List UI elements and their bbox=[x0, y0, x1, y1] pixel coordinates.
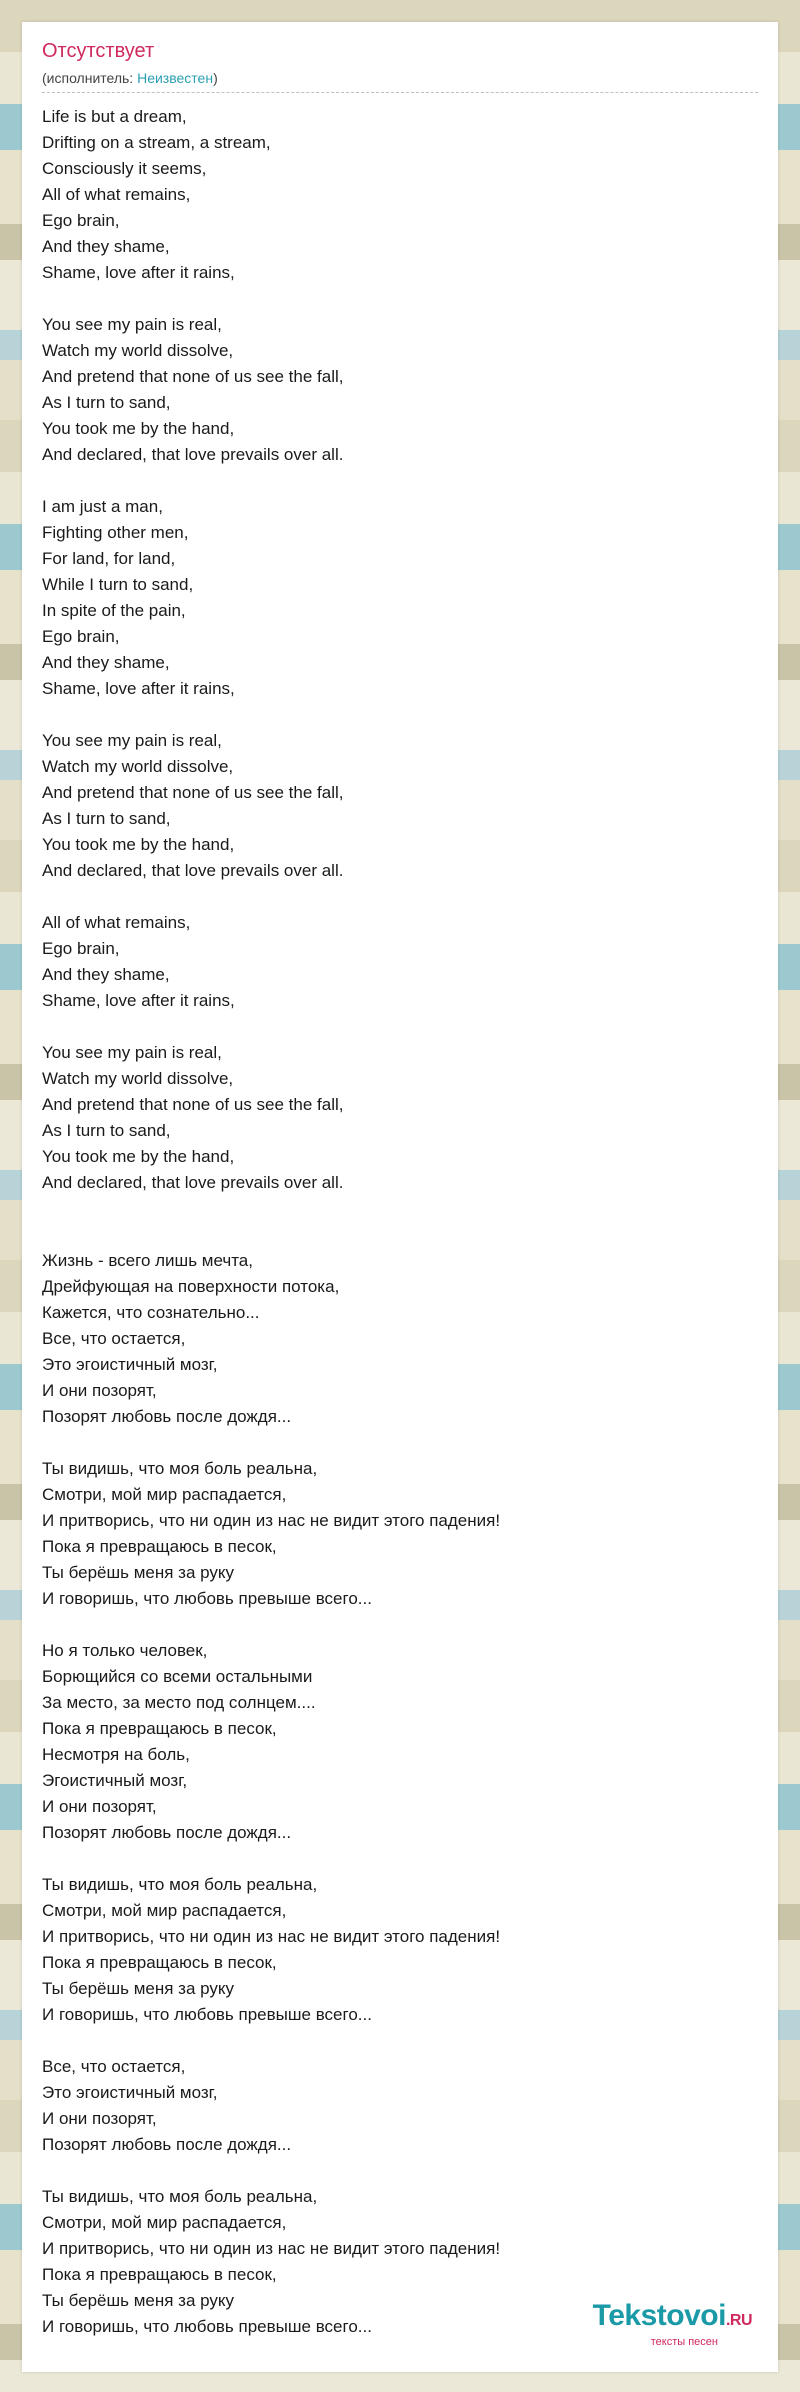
lyric-line: In spite of the pain, bbox=[42, 601, 186, 620]
lyric-line: Пока я превращаюсь в песок, bbox=[42, 1537, 277, 1556]
stanza-gap bbox=[42, 1846, 758, 1872]
lyric-line: И они позорят, bbox=[42, 1381, 157, 1400]
lyric-line: Несмотря на боль, bbox=[42, 1745, 190, 1764]
lyric-line: You see my pain is real, bbox=[42, 315, 222, 334]
lyric-line: Ты видишь, что моя боль реальна, bbox=[42, 2187, 318, 2206]
stanza-gap bbox=[42, 1430, 758, 1456]
lyric-line: Смотри, мой мир распадается, bbox=[42, 2213, 287, 2232]
lyric-line: Все, что остается, bbox=[42, 1329, 186, 1348]
lyric-line: And declared, that love prevails over all. bbox=[42, 445, 344, 464]
lyric-line: Жизнь - всего лишь мечта, bbox=[42, 1251, 253, 1270]
stanza-gap bbox=[42, 884, 758, 910]
lyric-line: Дрейфующая на поверхности потока, bbox=[42, 1277, 340, 1296]
lyric-line: Позорят любовь после дождя... bbox=[42, 1407, 292, 1426]
lyric-line: И говоришь, что любовь превыше всего... bbox=[42, 2317, 372, 2336]
lyric-line: You see my pain is real, bbox=[42, 731, 222, 750]
lyric-line: For land, for land, bbox=[42, 549, 176, 568]
lyric-line: As I turn to sand, bbox=[42, 393, 171, 412]
stanza-gap bbox=[42, 286, 758, 312]
stanza-gap bbox=[42, 1612, 758, 1638]
stanza-gap bbox=[42, 2158, 758, 2184]
lyric-line: Эгоистичный мозг, bbox=[42, 1771, 188, 1790]
logo-tagline: тексты песен bbox=[650, 2336, 718, 2348]
lyric-line: You took me by the hand, bbox=[42, 835, 235, 854]
lyric-line: All of what remains, bbox=[42, 913, 191, 932]
lyric-line: Watch my world dissolve, bbox=[42, 1069, 234, 1088]
lyric-line: Shame, love after it rains, bbox=[42, 991, 235, 1010]
lyric-line: And they shame, bbox=[42, 965, 170, 984]
lyric-line: And they shame, bbox=[42, 237, 170, 256]
performer-line bbox=[42, 70, 218, 86]
lyric-line: Ты берёшь меня за руку bbox=[42, 1563, 235, 1582]
lyric-line: И говоришь, что любовь превыше всего... bbox=[42, 1589, 372, 1608]
song-title: Отсутствует bbox=[42, 40, 155, 62]
lyric-line: Ego brain, bbox=[42, 211, 120, 230]
lyric-line: Борющийся со всеми остальными bbox=[42, 1667, 313, 1686]
lyric-line: Life is but a dream, bbox=[42, 107, 187, 126]
lyric-line: And declared, that love prevails over all. bbox=[42, 861, 344, 880]
logo-wordmark: Tekstovoi.RU bbox=[592, 2299, 752, 2332]
lyric-line: You see my pain is real, bbox=[42, 1043, 222, 1062]
lyric-line: Смотри, мой мир распадается, bbox=[42, 1901, 287, 1920]
lyric-line: Watch my world dissolve, bbox=[42, 757, 234, 776]
lyric-line: Но я только человек, bbox=[42, 1641, 208, 1660]
lyric-line: Пока я превращаюсь в песок, bbox=[42, 2265, 277, 2284]
lyric-line: You took me by the hand, bbox=[42, 419, 235, 438]
lyric-line: Ты видишь, что моя боль реальна, bbox=[42, 1459, 318, 1478]
lyric-line: Drifting on a stream, a stream, bbox=[42, 133, 271, 152]
lyric-line: As I turn to sand, bbox=[42, 1121, 171, 1140]
lyric-line: And pretend that none of us see the fall, bbox=[42, 783, 344, 802]
lyric-line: Все, что остается, bbox=[42, 2057, 186, 2076]
lyric-line: And they shame, bbox=[42, 653, 170, 672]
lyric-line: И притворись, что ни один из нас не видит этого падения! bbox=[42, 1511, 501, 1530]
lyric-line: While I turn to sand, bbox=[42, 575, 194, 594]
lyric-line: And pretend that none of us see the fall, bbox=[42, 1095, 344, 1114]
lyric-line: Пока я превращаюсь в песок, bbox=[42, 1719, 277, 1738]
lyric-line: Shame, love after it rains, bbox=[42, 679, 235, 698]
lyric-line: Fighting other men, bbox=[42, 523, 189, 542]
lyric-line: Shame, love after it rains, bbox=[42, 263, 235, 282]
lyric-line: За место, за место под солнцем.... bbox=[42, 1693, 316, 1712]
stanza-gap bbox=[42, 1014, 758, 1040]
lyric-line: Ego brain, bbox=[42, 627, 120, 646]
lyric-line: All of what remains, bbox=[42, 185, 191, 204]
lyric-line: Пока я превращаюсь в песок, bbox=[42, 1953, 277, 1972]
lyrics-text bbox=[42, 104, 758, 2340]
site-logo[interactable] bbox=[593, 2301, 752, 2348]
performer-link[interactable]: Неизвестен bbox=[137, 70, 214, 86]
lyric-line: Ты берёшь меня за руку bbox=[42, 1979, 235, 1998]
lyric-line: I am just a man, bbox=[42, 497, 163, 516]
stanza-gap bbox=[42, 2028, 758, 2054]
stanza-gap bbox=[42, 702, 758, 728]
lyric-line: As I turn to sand, bbox=[42, 809, 171, 828]
lyric-line: Это эгоистичный мозг, bbox=[42, 2083, 218, 2102]
lyrics-card bbox=[22, 22, 778, 2372]
lyric-line: Позорят любовь после дождя... bbox=[42, 1823, 292, 1842]
lyric-line: And declared, that love prevails over all. bbox=[42, 1173, 344, 1192]
performer-suffix: ) bbox=[213, 70, 218, 86]
lyric-line: Ты берёшь меня за руку bbox=[42, 2291, 235, 2310]
lyric-line: And pretend that none of us see the fall, bbox=[42, 367, 344, 386]
lyric-line: И притворись, что ни один из нас не видит этого падения! bbox=[42, 1927, 501, 1946]
translation-gap bbox=[42, 1196, 758, 1248]
lyric-line: You took me by the hand, bbox=[42, 1147, 235, 1166]
lyric-line: Consciously it seems, bbox=[42, 159, 207, 178]
title-divider bbox=[42, 92, 758, 93]
lyric-line: Позорят любовь после дождя... bbox=[42, 2135, 292, 2154]
lyric-line: Ego brain, bbox=[42, 939, 120, 958]
lyric-line: Watch my world dissolve, bbox=[42, 341, 234, 360]
lyric-line: И они позорят, bbox=[42, 2109, 157, 2128]
lyric-line: Это эгоистичный мозг, bbox=[42, 1355, 218, 1374]
lyric-line: Смотри, мой мир распадается, bbox=[42, 1485, 287, 1504]
lyric-line: И притворись, что ни один из нас не видит этого падения! bbox=[42, 2239, 501, 2258]
lyric-line: И говоришь, что любовь превыше всего... bbox=[42, 2005, 372, 2024]
lyric-line: Ты видишь, что моя боль реальна, bbox=[42, 1875, 318, 1894]
lyric-line: Кажется, что сознательно... bbox=[42, 1303, 260, 1322]
stanza-gap bbox=[42, 468, 758, 494]
lyric-line: И они позорят, bbox=[42, 1797, 157, 1816]
performer-prefix: (исполнитель: bbox=[42, 70, 138, 86]
